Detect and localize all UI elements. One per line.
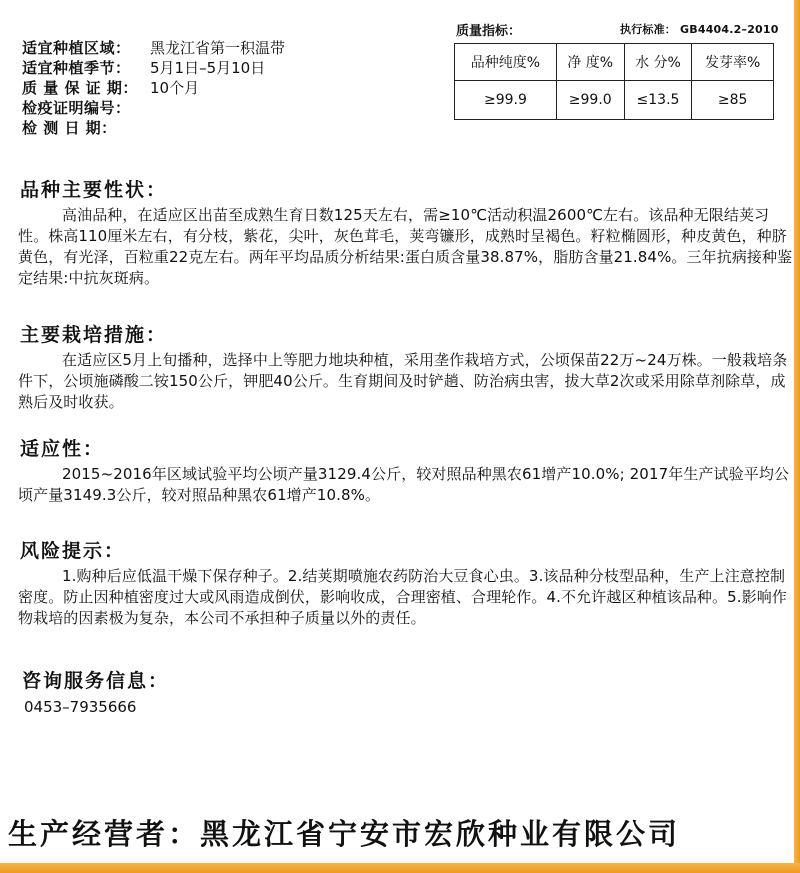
quality-header-cell: 净 度% [556, 44, 624, 81]
meta-label: 适宜种植区域： [22, 39, 131, 57]
meta-row-shelf-life [22, 78, 285, 98]
adaptability-text: 2015~2016年区域试验平均公顷产量3129.4公斤，较对照品种黑农61增产10.0%; 2017年生产试验平均公顷产量3149.3公斤，较对照品种黑农61增产10.8%。 [18, 465, 790, 504]
meta-label: 检疫证明编号： [22, 99, 131, 117]
quality-table [454, 43, 774, 120]
quality-header-cell: 发芽率% [692, 44, 774, 81]
producer-line: 生产经营者：黑龙江省宁安市宏欣种业有限公司 [8, 817, 681, 851]
quality-value-cell: ≤13.5 [624, 81, 692, 120]
traits-title: 品种主要性状： [20, 179, 168, 201]
quality-header-row [455, 44, 774, 81]
traits-text: 高油品种，在适应区出苗至成熟生育日数125天左右，需≥10℃活动积温2600℃左右。该品种无限结荚习性。株高110厘米左右，有分枝，紫花，尖叶，灰色茸毛，荚弯镰形，成熟时呈褐色。籽粒椭圆形，种皮黄色，种脐黄色，有光泽，百粒重22克左右。两年平均品质分析结果:蛋白质含量38.87%，脂肪含量21.84%。三年抗病接种鉴定结果:中抗灰斑病。 [18, 206, 793, 287]
meta-row-season [22, 58, 285, 78]
meta-value: 10个月 [150, 79, 200, 97]
product-info-block [22, 38, 285, 138]
meta-row-test-date [22, 118, 285, 138]
meta-label: 检 测 日 期： [22, 119, 117, 137]
contact-phone: 0453–7935666 [24, 698, 137, 716]
quality-value-cell: ≥85 [692, 81, 774, 120]
cultivation-title: 主要栽培措施： [20, 324, 168, 346]
orange-border-bottom [0, 863, 800, 873]
meta-row-quarantine [22, 98, 285, 118]
quality-header-cell: 品种纯度% [455, 44, 557, 81]
meta-row-region [22, 38, 285, 58]
meta-value: 黑龙江省第一积温带 [150, 39, 286, 57]
meta-label: 质 量 保 证 期： [22, 79, 138, 97]
risk-title: 风险提示： [20, 540, 126, 562]
contact-title: 咨询服务信息： [22, 670, 170, 692]
meta-value: 5月1日–5月10日 [150, 59, 266, 77]
quality-header-cell: 水 分% [624, 44, 692, 81]
meta-label: 适宜种植季节： [22, 59, 131, 77]
quality-value-cell: ≥99.9 [455, 81, 557, 120]
risk-text: 1.购种后应低温干燥下保存种子。2.结荚期喷施农药防治大豆食心虫。3.该品种分枝型品种，生产上注意控制密度。防止因种植密度过大或风雨造成倒伏，影响收成，合理密植、合理轮作。4.不允许越区种植该品种。5.影响作物栽培的因素极为复杂，本公司不承担种子质量以外的责任。 [18, 567, 787, 627]
quality-value-row [455, 81, 774, 120]
quality-standard: 执行标准： GB4404.2–2010 [620, 23, 779, 36]
cultivation-text: 在适应区5月上旬播种，选择中上等肥力地块种植，采用垄作栽培方式，公顷保苗22万~24万株。一般栽培条件下，公顷施磷酸二铵150公斤，钾肥40公斤。生育期间及时铲趟、防治病虫害，拔大草2次或采用除草剂除草，成熟后及时收获。 [18, 351, 788, 411]
orange-border-right [794, 0, 800, 873]
quality-value-cell: ≥99.0 [556, 81, 624, 120]
adaptability-title: 适应性： [20, 438, 105, 460]
quality-title: 质量指标： [456, 24, 522, 39]
